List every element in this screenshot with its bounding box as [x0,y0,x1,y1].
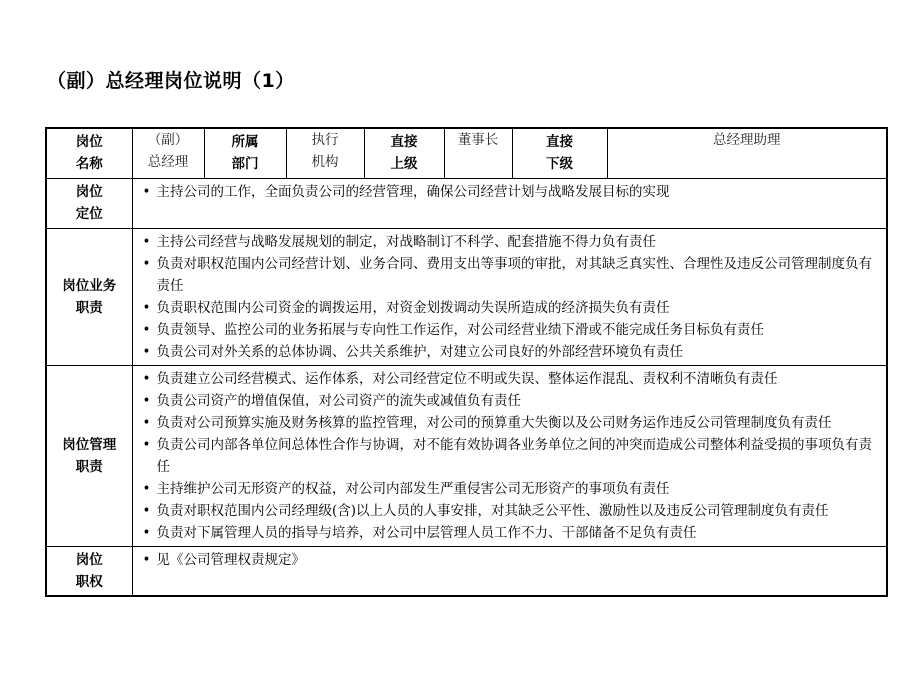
section-label-authority: 岗位 职权 [46,546,132,596]
section-content-authority [132,546,887,596]
direct-subordinate-value: 总经理助理 [607,128,887,178]
direct-superior-label: 直接 上级 [364,128,444,178]
list-item: • 负责公司对外关系的总体协调、公共关系维护，对建立公司良好的外部经营环境负有责任 [143,341,881,363]
list-item: • 主持维护公司无形资产的权益，对公司内部发生严重侵害公司无形资产的事项负有责任 [143,478,881,500]
list-item: • 负责对下属管理人员的指导与培养，对公司中层管理人员工作不力、干部储备不足负有责任 [143,522,881,544]
section-content-business-duties [132,228,887,365]
list-item: • 负责公司内部各单位间总体性合作与协调，对不能有效协调各业务单位之间的冲突而造成公司整体利益受损的事项负有责任 [143,434,881,478]
section-label-positioning: 岗位 定位 [46,178,132,228]
department-label: 所属 部门 [204,128,286,178]
list-item: • 负责公司资产的增值保值，对公司资产的流失或减值负有责任 [143,390,881,412]
list-item: • 负责对职权范围内公司经营计划、业务合同、费用支出等事项的审批，对其缺乏真实性、合理性及违反公司管理制度负有责任 [143,253,881,297]
list-item: • 负责职权范围内公司资金的调拨运用，对资金划拨调动失误所造成的经济损失负有责任 [143,297,881,319]
section-row-authority [46,546,887,596]
department-value: 执行 机构 [286,128,364,178]
section-content-positioning [132,178,887,228]
section-label-business-duties: 岗位业务 职责 [46,228,132,365]
header-row [46,128,887,178]
list-item: • 负责对公司预算实施及财务核算的监控管理，对公司的预算重大失衡以及公司财务运作违反公司管理制度负有责任 [143,412,881,434]
job-description-table [45,127,888,597]
position-name-value: （副） 总经理 [132,128,204,178]
direct-subordinate-label: 直接 下级 [512,128,607,178]
list-item: • 负责对职权范围内公司经理级(含)以上人员的人事安排，对其缺乏公平性、激励性以及违反公司管理制度负有责任 [143,500,881,522]
direct-superior-value: 董事长 [444,128,512,178]
position-name-label: 岗位 名称 [46,128,132,178]
section-row-management-duties [46,365,887,546]
list-item: • 负责领导、监控公司的业务拓展与专向性工作运作，对公司经营业绩下滑或不能完成任务目标负有责任 [143,319,881,341]
section-row-business-duties [46,228,887,365]
list-item: • 主持公司的工作，全面负责公司的经营管理，确保公司经营计划与战略发展目标的实现 [143,181,881,203]
list-item: • 见《公司管理权责规定》 [143,549,881,571]
list-item: • 主持公司经营与战略发展规划的制定，对战略制订不科学、配套措施不得力负有责任 [143,231,881,253]
section-content-management-duties [132,365,887,546]
section-row-positioning [46,178,887,228]
list-item: • 负责建立公司经营模式、运作体系，对公司经营定位不明或失误、整体运作混乱、责权利不清晰负有责任 [143,368,881,390]
section-label-management-duties: 岗位管理 职责 [46,365,132,546]
page-title: （副）总经理岗位说明（1） [47,70,295,92]
